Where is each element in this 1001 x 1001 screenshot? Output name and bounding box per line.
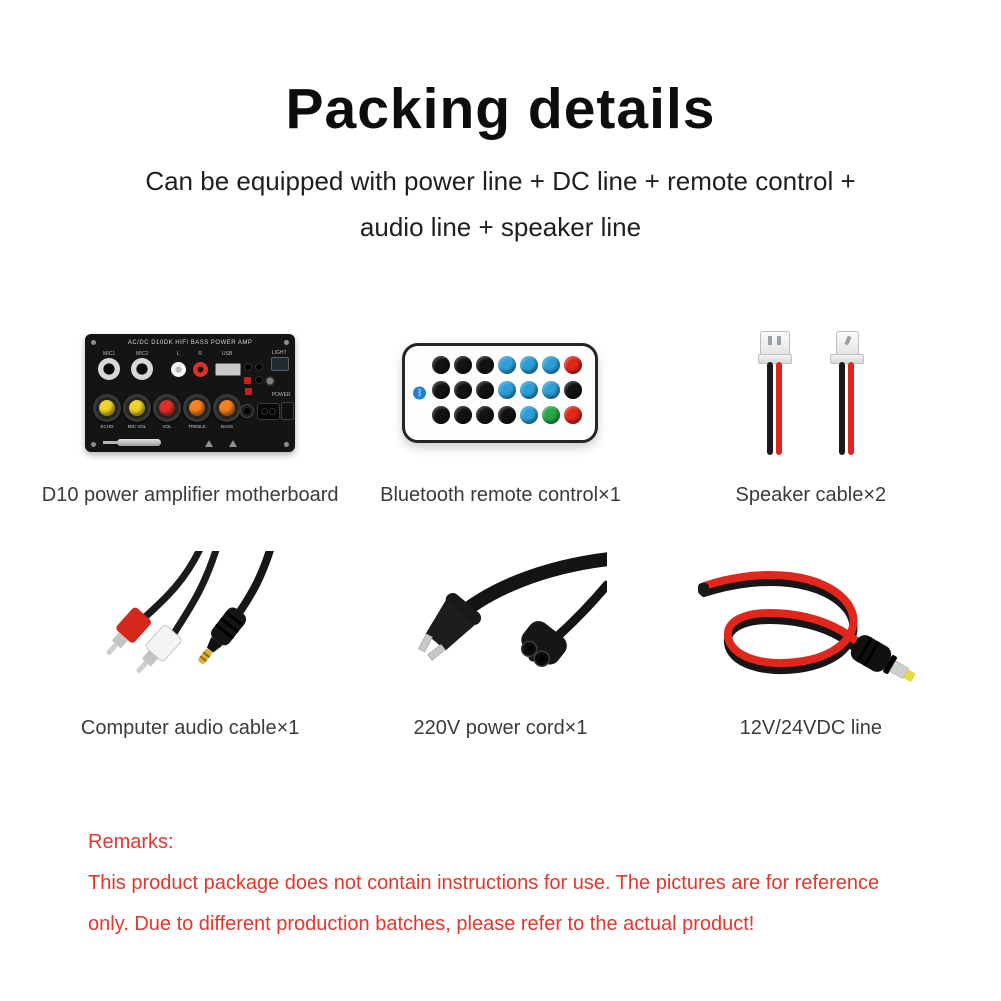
dc-line-photo xyxy=(696,551,926,701)
remarks xyxy=(88,830,918,953)
caption-dc-line: 12V/24VDC line xyxy=(739,717,882,739)
warning-icon xyxy=(205,440,213,447)
audio-cable-image xyxy=(85,551,295,701)
ir-sensor-icon xyxy=(117,439,161,446)
mic2-label: MIC2 xyxy=(136,351,149,357)
button-icon xyxy=(256,364,262,370)
mic1-label: MIC1 xyxy=(103,351,116,357)
remote-button-green xyxy=(542,406,560,424)
vol-knob: VOL xyxy=(150,394,184,430)
amplifier-board-photo xyxy=(85,318,295,468)
usb-label: USB xyxy=(222,351,233,357)
remote-button-blue xyxy=(542,356,560,374)
speaker-cable-image xyxy=(758,331,864,459)
remote-button-black xyxy=(454,406,472,424)
remote-button-blue xyxy=(498,381,516,399)
screw-icon xyxy=(284,442,289,447)
subtitle xyxy=(0,158,1001,250)
knob-cap-icon xyxy=(189,400,205,416)
amplifier-board-image xyxy=(85,334,295,452)
header xyxy=(0,76,1001,250)
product-grid xyxy=(40,318,961,740)
warning-icon xyxy=(229,440,237,447)
remote-button-black xyxy=(432,406,450,424)
caption-audio-cable: Computer audio cable×1 xyxy=(80,717,300,739)
knob-cap-icon xyxy=(219,400,235,416)
bluetooth-icon: ᛒ xyxy=(413,387,426,400)
remarks-line-1: This product package does not contain instructions for use. The pictures are for reference xyxy=(88,872,880,894)
power-switch-icon xyxy=(281,402,294,420)
screw-icon xyxy=(91,442,96,447)
red-wire xyxy=(848,362,854,455)
button-icon xyxy=(245,364,251,370)
dc-jack-icon xyxy=(240,404,254,418)
trim-knob-icon xyxy=(265,376,275,386)
remote-button-black xyxy=(454,356,472,374)
remote-button-black xyxy=(454,381,472,399)
power-cord-image xyxy=(393,551,607,701)
remote-button-blue xyxy=(498,356,516,374)
right-channel-label: R xyxy=(198,351,202,357)
cell-audio-cable xyxy=(40,551,340,740)
knob-cap-icon xyxy=(99,400,115,416)
power-cord-photo xyxy=(393,551,607,701)
remote-button-blue xyxy=(520,406,538,424)
cell-power-cord xyxy=(350,551,650,740)
remote-button-red xyxy=(564,356,582,374)
light-label: LIGHT xyxy=(271,350,287,356)
echo-knob: ECHO xyxy=(90,394,124,430)
remote-button-blue xyxy=(542,381,560,399)
remote-button-black xyxy=(476,381,494,399)
remote-button-black xyxy=(476,356,494,374)
remote-button-black xyxy=(432,381,450,399)
remote-button-grid xyxy=(432,356,582,424)
mic2-jack-icon xyxy=(131,358,153,380)
cell-amplifier-board xyxy=(40,318,340,507)
dc-plug-icon xyxy=(847,632,920,690)
subtitle-line-1: Can be equipped with power line + DC line + remote control + xyxy=(145,166,856,196)
bluetooth-remote-photo xyxy=(402,318,598,468)
caption-amplifier-board: D10 power amplifier motherboard xyxy=(41,484,339,506)
red-button-icon xyxy=(245,388,252,395)
page-title: Packing details xyxy=(285,77,716,141)
audio-cable-photo xyxy=(85,551,295,701)
light-switch-icon xyxy=(271,357,289,371)
dc-line-image xyxy=(696,556,926,696)
cell-speaker-cable xyxy=(661,318,961,507)
remote-button-black xyxy=(476,406,494,424)
black-wire xyxy=(839,362,845,455)
knob-cap-icon xyxy=(129,400,145,416)
treble-knob: TREBLE xyxy=(180,394,214,430)
rca-red-jack-icon xyxy=(193,362,208,377)
left-channel-label: L xyxy=(176,351,180,357)
mic1-jack-icon xyxy=(98,358,120,380)
caption-power-cord: 220V power cord×1 xyxy=(413,717,588,739)
remote-button-blue xyxy=(520,356,538,374)
remote-button-blue xyxy=(520,381,538,399)
red-wire xyxy=(776,362,782,455)
subtitle-line-2: audio line + speaker line xyxy=(359,212,642,242)
remote-button-red xyxy=(564,406,582,424)
ac-inlet-icon xyxy=(257,403,280,420)
remote-button-black xyxy=(498,406,516,424)
bass-knob: BASS xyxy=(210,394,244,430)
button-icon xyxy=(256,377,262,383)
rca-white-jack-icon xyxy=(171,362,186,377)
c7-connector-icon xyxy=(514,617,572,674)
speaker-cable-front xyxy=(758,331,792,459)
cell-bluetooth-remote xyxy=(350,318,650,507)
usb-port-icon xyxy=(215,363,241,376)
knob-cap-icon xyxy=(159,400,175,416)
remarks-heading: Remarks: xyxy=(88,831,174,853)
caption-bluetooth-remote: Bluetooth remote control×1 xyxy=(380,484,621,506)
black-wire xyxy=(767,362,773,455)
remarks-line-2: only. Due to different production batches, please refer to the actual product! xyxy=(88,913,755,935)
aux-jack-icon xyxy=(192,605,249,670)
remote-button-black xyxy=(564,381,582,399)
mic-vol-knob: MIC VOL xyxy=(120,394,154,430)
board-title: AC/DC D10DK HIFI BASS POWER AMP xyxy=(127,340,253,346)
red-button-icon xyxy=(244,377,251,384)
caption-speaker-cable: Speaker cable×2 xyxy=(735,484,887,506)
remote-control-image xyxy=(402,343,598,443)
power-label: POWER xyxy=(271,392,291,398)
wire-tip-icon xyxy=(698,583,709,595)
speaker-cable-photo xyxy=(758,318,864,468)
remote-button-black xyxy=(432,356,450,374)
speaker-cable-side xyxy=(830,331,864,459)
cell-dc-line xyxy=(661,551,961,740)
antenna-icon xyxy=(103,441,117,444)
